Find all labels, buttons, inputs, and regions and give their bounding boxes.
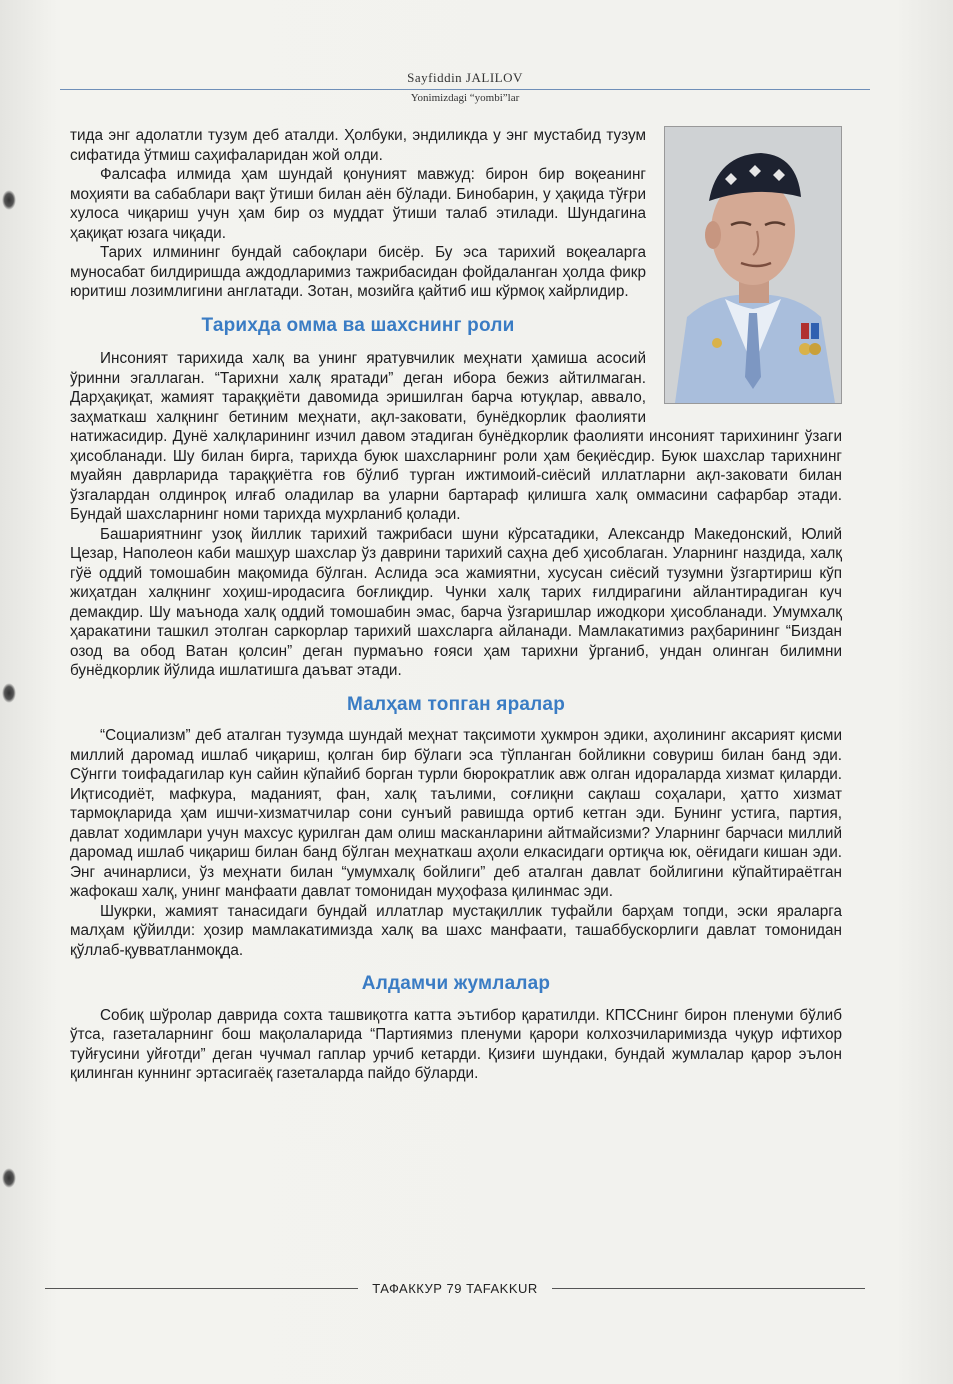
header-author: Sayfiddin JALILOV bbox=[407, 70, 523, 85]
paragraph: Собиқ шўролар даврида сохта ташвиқотга катта эътибор қаратилди. КПССнинг бирон пленуми бўлиб ўтса, газеталарнинг бош мақолаларида “Партиямиз пленуми қарори колхозчиларимизда чуқур ифтихор туйғусини уйғотди” деган чучмал гаплар урчиб кетарди. Қизиғи шундаки, бундай жумлалар қарор эълон қилинган куннинг эртасигаёқ газеталарда пайдо бўларди. bbox=[70, 1006, 842, 1082]
running-header bbox=[60, 70, 870, 104]
punch-hole bbox=[2, 683, 16, 703]
paragraph: “Социализм” деб аталган тузумда шундай меҳнат тақсимоти ҳукмрон эдики, аҳолининг аксарият қисми миллий даромад ишлаб чиқариш, қолган бир бўлаги эса тўпланган бойликни совуриш билан банд эди. Сўнгги тоифадагилар кун сайин кўпайиб борган турли бюрократлик авж олган идораларда хизмат қиларди. Иқтисодиёт, мафкура, маданият, фан, халқ таълими, соғлиқни сақлаш соҳалари, ҳатто хизмат тармоқларида ҳам ишчи-хизматчилар сони сунъий равишда ортиб кетган эди. Бунинг устига, партия, давлат ходимлари учун махсус қурилган дам олиш масканларини айтмайсизми? Уларнинг барчаси миллий даромад ишлаб чиқариш билан банд бўлган меҳнаткаш аҳоли елкасидаги ортиқча юк, оёғидаги кишан эди. Энг ачинарлиси, ўз меҳнати билан “умумхалқ бойлиги” деб аталган давлат бойлигини кўпайтираётган жафокаш халқ, унинг манфаати давлат томонидан муҳофаза қилинмас эди. bbox=[70, 727, 842, 900]
header-rule bbox=[60, 89, 870, 90]
portrait-image bbox=[665, 127, 841, 403]
punch-hole bbox=[2, 1168, 16, 1188]
paragraph: Фалсафа илмида ҳам шундай қонуният мавжуд: бирон бир воқеанинг моҳияти ва сабаблари вақт ўтиши билан аён бўлади. Бинобарин, у ҳақида тўғри хулоса чиқариш учун ҳам бир оз муддат ўтиши талаб этилади. Шундагина ҳақиқат юзага чиқади. bbox=[70, 166, 646, 242]
paragraph: Тарих илмининг бундай сабоқлари бисёр. Бу эса тарихий воқеаларга муносабат билдиришда аждодларимиз тажрибасидан фойдаланган ҳолда фикр юритиш лозимлигини англатади. Зотан, мозийга қайтиб иш кўрмоқ хайрлидир. bbox=[70, 244, 646, 300]
footer-page-label: ТАФАККУР 79 TAFAKKUR bbox=[372, 1281, 538, 1296]
paragraph: Инсоният тарихида халқ ва унинг яратувчилик меҳнати ҳамиша асосий ўринни эгаллаган. “Тарихни халқ яратади” деган ибора бежиз айтилмаган. Дарҳақиқат, жамият тараққиёти давомида эришилган барча ютуқлар, аввало, заҳматкаш халқнинг бетиним меҳнати, ақл-заковати, бунёдкорлик фаолияти натижасидир. Дунё халқларининг изчил давом этадиган бунёдкорлик фаолияти инсоният тарихининг ўзаги ҳисобланади. Шу билан бирга, тарихда буюк шахсларнинг роли ҳам беқиёсдир. Буюк шахслар тарихнинг муайян даврларида тараққиётга ғов бўлиб турган ижтимоий-сиёсий иллатларни ақл-заковати билан ўзгалардан олдинроқ илғаб оладилар ва уларни бартараф қилишга халқ оммасини сафарбар этади. Бундай шахсларнинг номи тарихда мухрланиб қолади. bbox=[70, 350, 842, 523]
page-footer bbox=[45, 1281, 865, 1296]
header-subtitle: Yonimizdagi “yombi”lar bbox=[410, 92, 520, 104]
paragraph: Шукрки, жамият танасидаги бундай иллатлар мустақиллик туфайли барҳам топди, эски яраларга малҳам қўйилди: ҳозир мамлакатимизда халқ ва шахс манфаати, ташаббускорлиги давлат томонидан қўллаб-қувватланмоқда. bbox=[70, 902, 842, 959]
paragraph: Башариятнинг узоқ йиллик тарихий тажрибаси шуни кўрсатадики, Александр Македонский, Юлий Цезар, Наполеон каби машҳур шахслар ўз даврини тарихий саҳна деб ҳисоблаган. Уларнинг наздида, халқ гўё оддий томошабин мақомида бўлган. Аслида эса жамиятни, хусусан сиёсий тузумни ўзгартириш кўп жиҳатдан халқнинг хоҳиш-иродасига боғлиқдир. Чунки халқ тарих ғилдирагини айлантирадиган куч демакдир. Шу маънода халқ оддий томошабин эмас, барча ўзгаришлар ижодкори ҳисобланади. Умумхалқ ҳаракатини ташкил этолган саркорлар тарихий шахсларга айланади. Мамлакатимиз раҳбарининг “Биздан озод ва обод Ватан қолсин” деган пурмаъно ғояси ҳам тарихни ўрганиб, ундан олинган билимни бунёдкорлик йўлида ишлатишга даъват этади. bbox=[70, 525, 842, 679]
section-heading: Алдамчи жумлалар bbox=[361, 973, 551, 994]
portrait-photo bbox=[664, 126, 842, 404]
section-heading: Тарихда омма ва шахснинг роли bbox=[201, 314, 515, 336]
section-heading: Малҳам топган яралар bbox=[346, 693, 566, 715]
paragraph: тида энг адолатли тузум деб аталди. Ҳолбуки, эндиликда у энг мустабид тузум сифатида ўтмиш саҳифаларидан жой олди. bbox=[70, 127, 646, 164]
footer-rule bbox=[45, 1288, 358, 1289]
footer-rule bbox=[552, 1288, 865, 1289]
article-body bbox=[70, 126, 842, 1084]
punch-hole bbox=[2, 190, 16, 210]
